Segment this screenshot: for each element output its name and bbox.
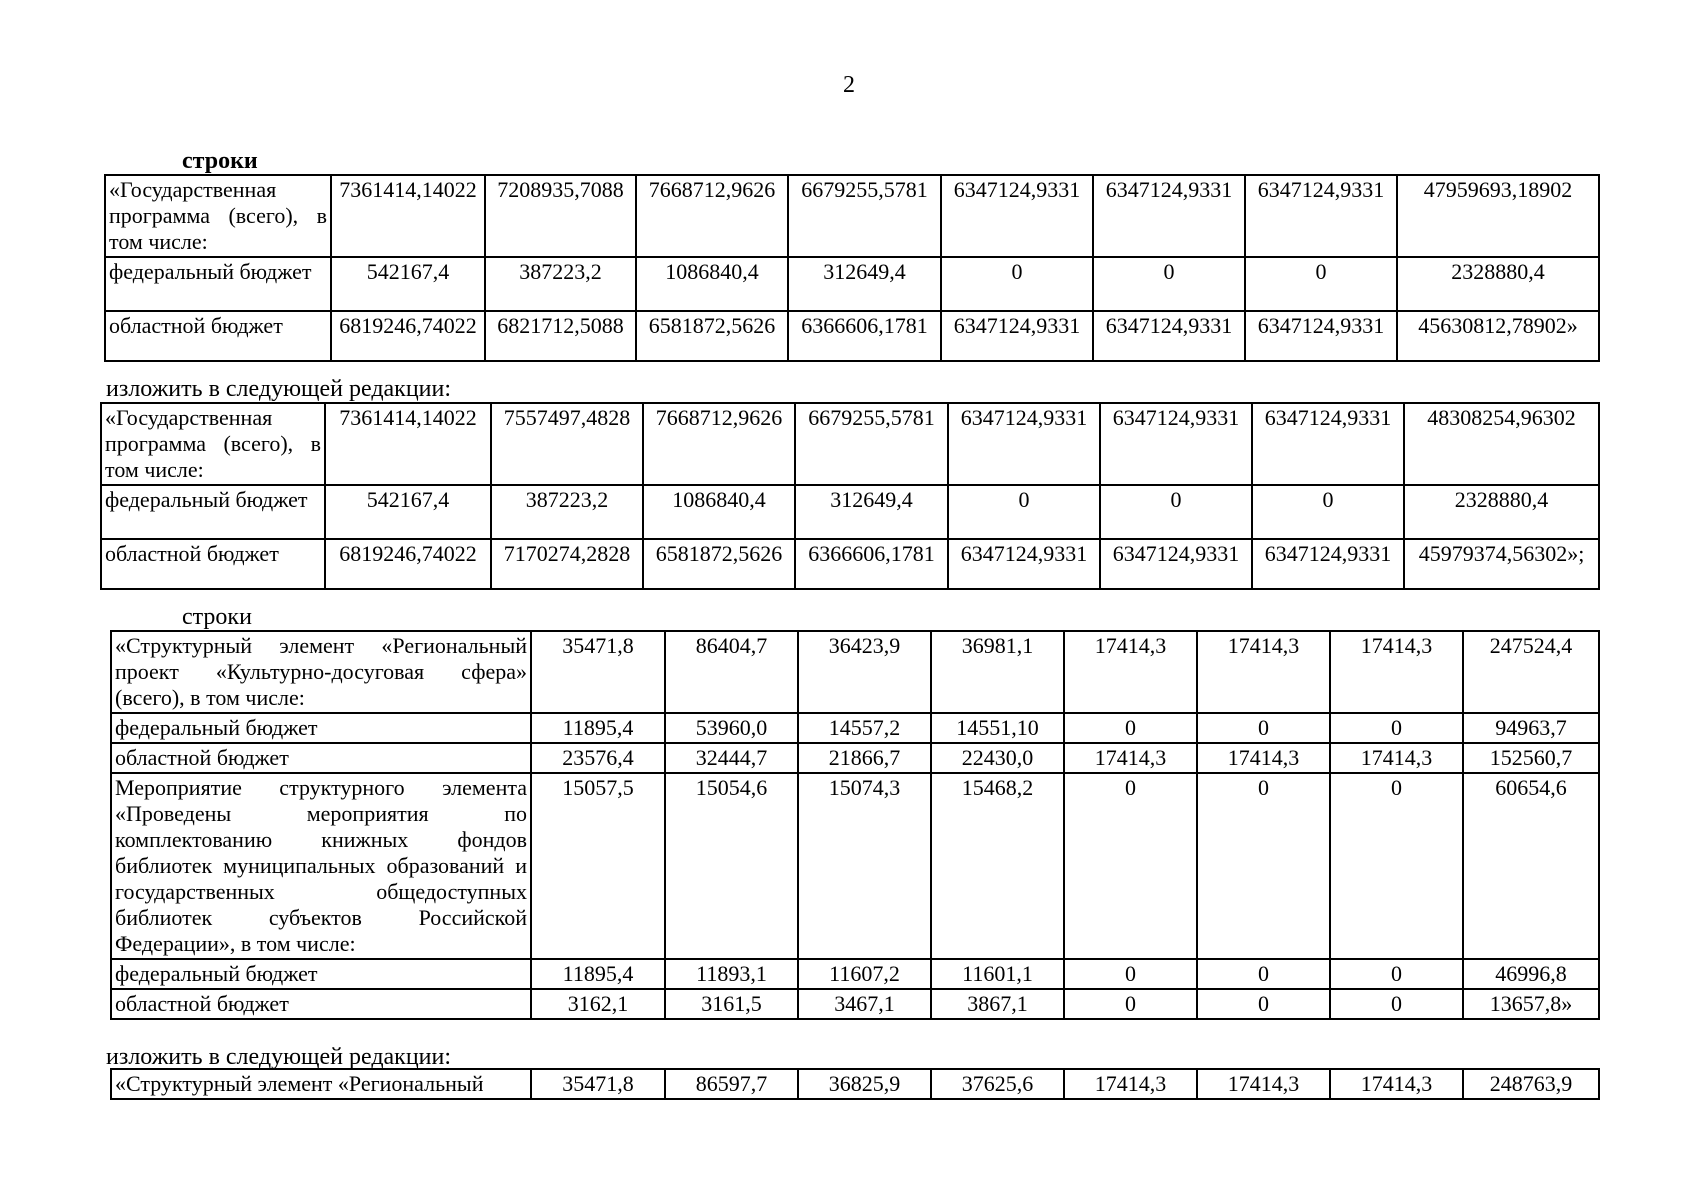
value-cell: 0 [1064, 773, 1197, 959]
value-cell: 6366606,1781 [795, 539, 948, 589]
value-cell: 0 [941, 257, 1093, 311]
value-cell: 0 [1064, 989, 1197, 1019]
value-cell: 36423,9 [798, 631, 931, 713]
value-cell: 6347124,9331 [941, 175, 1093, 257]
table-row [111, 959, 1599, 989]
table-row [111, 631, 1599, 713]
row-name-cell: «Государственная программа (всего), в том числе: [101, 403, 325, 485]
value-cell: 17414,3 [1064, 1069, 1197, 1099]
value-cell: 23576,4 [531, 743, 665, 773]
value-cell: 7668712,9626 [643, 403, 795, 485]
value-cell: 6821712,5088 [485, 311, 636, 361]
value-cell: 6679255,5781 [788, 175, 941, 257]
value-cell: 15468,2 [931, 773, 1064, 959]
value-cell: 17414,3 [1330, 743, 1463, 773]
value-cell: 0 [1093, 257, 1245, 311]
value-cell: 0 [1100, 485, 1252, 539]
value-cell: 0 [1330, 959, 1463, 989]
value-cell: 6581872,5626 [643, 539, 795, 589]
value-cell: 47959693,18902 [1397, 175, 1599, 257]
table-row [111, 1069, 1599, 1099]
value-cell: 7668712,9626 [636, 175, 788, 257]
label-replace-1: изложить в следующей редакции: [106, 376, 452, 402]
table-row [111, 989, 1599, 1019]
value-cell: 15054,6 [665, 773, 798, 959]
table-new-culture-project [110, 1068, 1600, 1100]
row-name-cell: областной бюджет [101, 539, 325, 589]
table-row [111, 713, 1599, 743]
value-cell: 0 [1064, 713, 1197, 743]
value-cell: 0 [1197, 713, 1330, 743]
value-cell: 1086840,4 [643, 485, 795, 539]
value-cell: 6347124,9331 [1252, 539, 1404, 589]
value-cell: 17414,3 [1197, 743, 1330, 773]
value-cell: 21866,7 [798, 743, 931, 773]
table-row [105, 257, 1599, 311]
value-cell: 6581872,5626 [636, 311, 788, 361]
table-row [111, 743, 1599, 773]
value-cell: 22430,0 [931, 743, 1064, 773]
value-cell: 2328880,4 [1397, 257, 1599, 311]
label-rows-2: строки [182, 604, 252, 630]
value-cell: 6347124,9331 [1245, 311, 1397, 361]
table-row [101, 539, 1599, 589]
value-cell: 7170274,2828 [491, 539, 643, 589]
value-cell: 46996,8 [1463, 959, 1599, 989]
value-cell: 6347124,9331 [941, 311, 1093, 361]
table-row [101, 485, 1599, 539]
value-cell: 53960,0 [665, 713, 798, 743]
row-name-cell: областной бюджет [105, 311, 331, 361]
value-cell: 0 [1330, 989, 1463, 1019]
value-cell: 0 [1197, 773, 1330, 959]
value-cell: 94963,7 [1463, 713, 1599, 743]
value-cell: 6347124,9331 [1093, 175, 1245, 257]
table-row [105, 311, 1599, 361]
value-cell: 35471,8 [531, 631, 665, 713]
value-cell: 0 [1197, 959, 1330, 989]
value-cell: 11893,1 [665, 959, 798, 989]
value-cell: 11607,2 [798, 959, 931, 989]
value-cell: 247524,4 [1463, 631, 1599, 713]
value-cell: 6347124,9331 [1252, 403, 1404, 485]
value-cell: 14557,2 [798, 713, 931, 743]
value-cell: 17414,3 [1330, 631, 1463, 713]
value-cell: 542167,4 [325, 485, 491, 539]
value-cell: 2328880,4 [1404, 485, 1599, 539]
value-cell: 11895,4 [531, 959, 665, 989]
value-cell: 45630812,78902» [1397, 311, 1599, 361]
value-cell: 6366606,1781 [788, 311, 941, 361]
value-cell: 86404,7 [665, 631, 798, 713]
value-cell: 0 [1245, 257, 1397, 311]
value-cell: 6679255,5781 [795, 403, 948, 485]
value-cell: 6347124,9331 [1100, 539, 1252, 589]
value-cell: 15074,3 [798, 773, 931, 959]
value-cell: 32444,7 [665, 743, 798, 773]
value-cell: 387223,2 [491, 485, 643, 539]
value-cell: 0 [1330, 773, 1463, 959]
value-cell: 11601,1 [931, 959, 1064, 989]
value-cell: 36825,9 [798, 1069, 931, 1099]
value-cell: 7361414,14022 [325, 403, 491, 485]
value-cell: 60654,6 [1463, 773, 1599, 959]
value-cell: 17414,3 [1330, 1069, 1463, 1099]
value-cell: 17414,3 [1197, 1069, 1330, 1099]
row-name-cell: областной бюджет [111, 989, 531, 1019]
value-cell: 36981,1 [931, 631, 1064, 713]
value-cell: 45979374,56302»; [1404, 539, 1599, 589]
value-cell: 6819246,74022 [325, 539, 491, 589]
value-cell: 6347124,9331 [1245, 175, 1397, 257]
table-original-culture-project [110, 630, 1600, 1020]
value-cell: 152560,7 [1463, 743, 1599, 773]
value-cell: 14551,10 [931, 713, 1064, 743]
value-cell: 7557497,4828 [491, 403, 643, 485]
value-cell: 0 [1252, 485, 1404, 539]
value-cell: 7208935,7088 [485, 175, 636, 257]
value-cell: 35471,8 [531, 1069, 665, 1099]
value-cell: 6347124,9331 [948, 539, 1100, 589]
value-cell: 17414,3 [1064, 631, 1197, 713]
value-cell: 3161,5 [665, 989, 798, 1019]
value-cell: 0 [948, 485, 1100, 539]
value-cell: 3467,1 [798, 989, 931, 1019]
value-cell: 17414,3 [1064, 743, 1197, 773]
row-name-cell: федеральный бюджет [111, 959, 531, 989]
value-cell: 3867,1 [931, 989, 1064, 1019]
value-cell: 11895,4 [531, 713, 665, 743]
value-cell: 0 [1197, 989, 1330, 1019]
value-cell: 1086840,4 [636, 257, 788, 311]
value-cell: 542167,4 [331, 257, 485, 311]
value-cell: 15057,5 [531, 773, 665, 959]
row-name-cell: «Структурный элемент «Региональный проект «Культурно-досуговая сфера» (всего), в том числе: [111, 631, 531, 713]
value-cell: 248763,9 [1463, 1069, 1599, 1099]
value-cell: 48308254,96302 [1404, 403, 1599, 485]
row-name-cell: областной бюджет [111, 743, 531, 773]
value-cell: 0 [1330, 713, 1463, 743]
value-cell: 6347124,9331 [948, 403, 1100, 485]
row-name-cell: федеральный бюджет [101, 485, 325, 539]
row-name-cell: федеральный бюджет [105, 257, 331, 311]
value-cell: 6819246,74022 [331, 311, 485, 361]
table-row [101, 403, 1599, 485]
page-number: 2 [843, 72, 855, 98]
row-name-cell: федеральный бюджет [111, 713, 531, 743]
value-cell: 86597,7 [665, 1069, 798, 1099]
table-row [111, 773, 1599, 959]
value-cell: 387223,2 [485, 257, 636, 311]
value-cell: 13657,8» [1463, 989, 1599, 1019]
label-replace-2: изложить в следующей редакции: [106, 1044, 452, 1070]
value-cell: 6347124,9331 [1093, 311, 1245, 361]
value-cell: 7361414,14022 [331, 175, 485, 257]
table-original-program [104, 174, 1600, 362]
label-rows-1: строки [182, 148, 258, 174]
row-name-cell: Мероприятие структурного элемента «Проведены мероприятия по комплектованию книжных фондов библиотек муниципальных образований и государственных общедоступных библиотек субъектов Российской Федерации», в том числе: [111, 773, 531, 959]
value-cell: 312649,4 [795, 485, 948, 539]
value-cell: 6347124,9331 [1100, 403, 1252, 485]
value-cell: 37625,6 [931, 1069, 1064, 1099]
row-name-cell: «Государственная программа (всего), в том числе: [105, 175, 331, 257]
value-cell: 3162,1 [531, 989, 665, 1019]
value-cell: 17414,3 [1197, 631, 1330, 713]
value-cell: 0 [1064, 959, 1197, 989]
table-new-program [100, 402, 1600, 590]
value-cell: 312649,4 [788, 257, 941, 311]
row-name-cell: «Структурный элемент «Региональный [111, 1069, 531, 1099]
table-row [105, 175, 1599, 257]
